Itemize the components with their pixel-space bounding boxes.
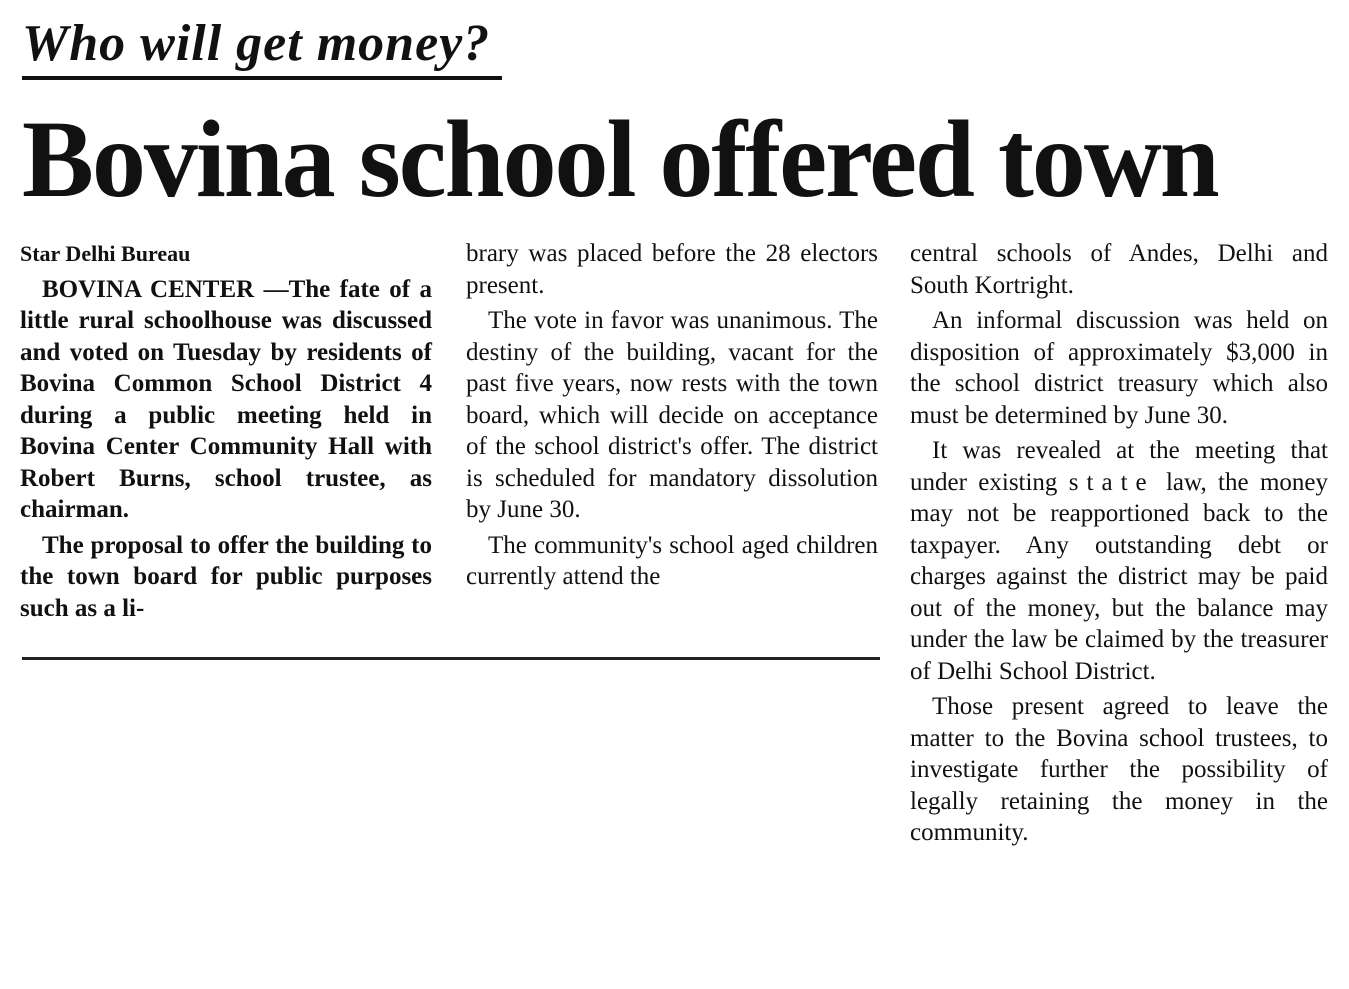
article-paragraph (20, 274, 432, 526)
article-column-3 (910, 238, 1328, 849)
article-paragraph: The vote in favor was unanimous. The destiny of the building, vacant for the past five years, now rests with the town board, which will decide on acceptance of the school district's offer. The district is scheduled for mandatory dissolution by June 30. (466, 307, 878, 523)
article-paragraph: The community's school aged children currently attend the (466, 531, 878, 590)
spaced-word: state (1068, 468, 1155, 496)
paragraph-text: law, the money may not be reapportioned back to the taxpayer. Any outstanding debt or charges against the district may be paid out of the money, but the balance may under the law be claimed by the treasurer of Delhi School District. (910, 468, 1328, 685)
byline: Star Delhi Bureau (20, 241, 191, 266)
article-paragraph: central schools of Andes, Delhi and South Kortright. (910, 240, 1328, 299)
dateline: BOVINA CENTER — (42, 275, 289, 303)
paragraph-text: The fate of a little rural schoolhouse was discussed and voted on Tuesday by residents of Bovina Common School District 4 during a public meeting held in Bovina Center Community Hall with Robert Burns, school trustee, as chairman. (20, 275, 432, 523)
article-paragraph (910, 435, 1328, 687)
article-paragraph: The proposal to offer the building to the town board for public purposes such as a li- (20, 531, 432, 622)
article-column-2 (466, 238, 878, 593)
paragraph-text: It was revealed at the meeting that under existing (910, 437, 1328, 496)
article-column-1 (20, 238, 432, 624)
kicker-heading: Who will get money? (22, 12, 502, 80)
article-paragraph: An informal discussion was held on disposition of approximately $3,000 in the school district treasury which also must be determined by June 30. (910, 307, 1328, 429)
article-paragraph: Those present agreed to leave the matter to the Bovina school trustees, to investigate further the possibility of legally retaining the money in the community. (910, 693, 1328, 846)
headline: Bovina school offered town (22, 98, 1218, 220)
article-paragraph: brary was placed before the 28 electors present. (466, 240, 878, 299)
column-rule (22, 657, 880, 660)
